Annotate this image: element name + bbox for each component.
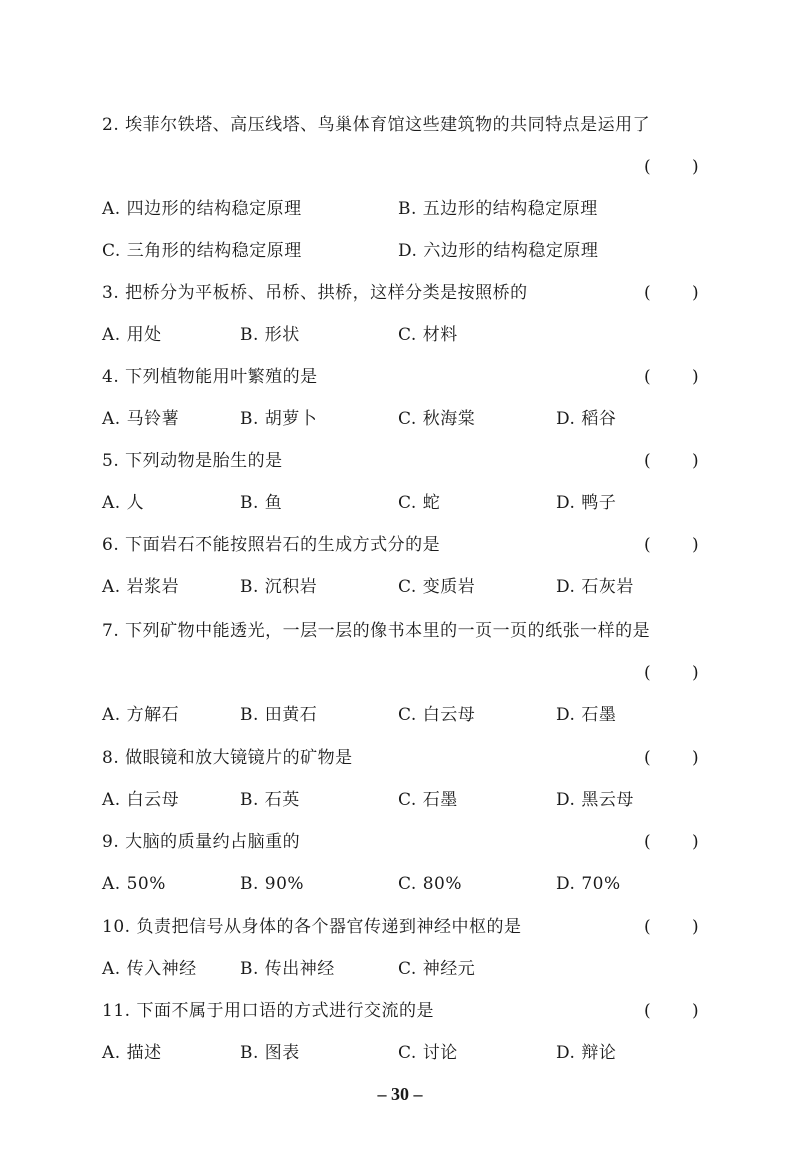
question-7-answer-line: ( ) [644, 663, 699, 683]
option-b: B. 五边形的结构稳定原理 [398, 199, 598, 219]
option-a: A. 方解石 [102, 705, 180, 725]
question-9-stem-line: 9. 大脑的质量约占脑重的 ( ) [0, 827, 800, 857]
option-c: C. 秋海棠 [398, 409, 476, 429]
option-a: A. 岩浆岩 [102, 577, 180, 597]
option-b: B. 形状 [240, 325, 300, 345]
question-stem: 7. 下列矿物中能透光，一层一层的像书本里的一页一页的纸张一样的是 [102, 621, 651, 641]
option-d: D. 稻谷 [556, 409, 617, 429]
option-a: A. 用处 [102, 325, 162, 345]
option-a: A. 马铃薯 [102, 409, 180, 429]
question-stem: 11. 下面不属于用口语的方式进行交流的是 [102, 1001, 434, 1021]
question-stem: 3. 把桥分为平板桥、吊桥、拱桥，这样分类是按照桥的 [102, 283, 528, 303]
question-10-options [0, 954, 800, 984]
question-4-options [0, 404, 800, 434]
question-4-stem-line: 4. 下列植物能用叶繁殖的是 ( ) [0, 362, 800, 392]
question-3-options [0, 320, 800, 350]
question-stem: 8. 做眼镜和放大镜镜片的矿物是 [102, 748, 353, 768]
question-stem: 2. 埃菲尔铁塔、高压线塔、鸟巢体育馆这些建筑物的共同特点是运用了 [102, 115, 651, 135]
option-b: B. 胡萝卜 [240, 409, 318, 429]
question-9-options [0, 869, 800, 899]
question-7-options [0, 700, 800, 730]
option-b: B. 传出神经 [240, 959, 335, 979]
option-d: D. 石墨 [556, 705, 617, 725]
option-a: A. 50% [102, 874, 166, 894]
question-stem: 5. 下列动物是胎生的是 [102, 451, 283, 471]
option-a: A. 传入神经 [102, 959, 197, 979]
question-11-options [0, 1038, 800, 1068]
question-2-answer-line: ( ) [644, 157, 699, 177]
option-c: C. 石墨 [398, 790, 458, 810]
option-c: C. 白云母 [398, 705, 476, 725]
option-d: D. 鸭子 [556, 493, 617, 513]
question-2-stem-line [0, 110, 800, 140]
question-2-options-row-1 [0, 194, 800, 224]
option-b: B. 沉积岩 [240, 577, 318, 597]
option-b: B. 田黄石 [240, 705, 318, 725]
option-c: C. 80% [398, 874, 462, 894]
question-5-options [0, 488, 800, 518]
question-6-options [0, 572, 800, 602]
page-number: – 30 – [377, 1084, 423, 1104]
option-d: D. 黑云母 [556, 790, 634, 810]
option-b: B. 鱼 [240, 493, 283, 513]
question-6-stem-line: 6. 下面岩石不能按照岩石的生成方式分的是 ( ) [0, 530, 800, 560]
question-8-options [0, 785, 800, 815]
option-d: D. 六边形的结构稳定原理 [398, 241, 599, 261]
option-a: A. 白云母 [102, 790, 180, 810]
question-stem: 10. 负责把信号从身体的各个器官传递到神经中枢的是 [102, 917, 522, 937]
option-c: C. 蛇 [398, 493, 441, 513]
question-5-stem-line: 5. 下列动物是胎生的是 ( ) [0, 446, 800, 476]
option-a: A. 描述 [102, 1043, 162, 1063]
question-stem: 6. 下面岩石不能按照岩石的生成方式分的是 [102, 535, 441, 555]
option-d: D. 70% [556, 874, 621, 894]
option-c: C. 变质岩 [398, 577, 476, 597]
option-c: C. 材料 [398, 325, 458, 345]
option-d: D. 辩论 [556, 1043, 617, 1063]
option-c: C. 神经元 [398, 959, 476, 979]
option-b: B. 石英 [240, 790, 300, 810]
option-b: B. 图表 [240, 1043, 300, 1063]
option-b: B. 90% [240, 874, 305, 894]
question-stem: 9. 大脑的质量约占脑重的 [102, 832, 301, 852]
option-a: A. 人 [102, 493, 145, 513]
option-c: C. 三角形的结构稳定原理 [102, 241, 302, 261]
option-a: A. 四边形的结构稳定原理 [102, 199, 302, 219]
question-stem: 4. 下列植物能用叶繁殖的是 [102, 367, 318, 387]
option-c: C. 讨论 [398, 1043, 458, 1063]
option-d: D. 石灰岩 [556, 577, 634, 597]
question-10-stem-line: 10. 负责把信号从身体的各个器官传递到神经中枢的是 ( ) [0, 912, 800, 942]
question-3-stem-line: 3. 把桥分为平板桥、吊桥、拱桥，这样分类是按照桥的 ( ) [0, 278, 800, 308]
question-7-stem-line [0, 616, 800, 646]
question-11-stem-line: 11. 下面不属于用口语的方式进行交流的是 ( ) [0, 996, 800, 1026]
question-8-stem-line: 8. 做眼镜和放大镜镜片的矿物是 ( ) [0, 743, 800, 773]
question-2-options-row-2 [0, 236, 800, 266]
